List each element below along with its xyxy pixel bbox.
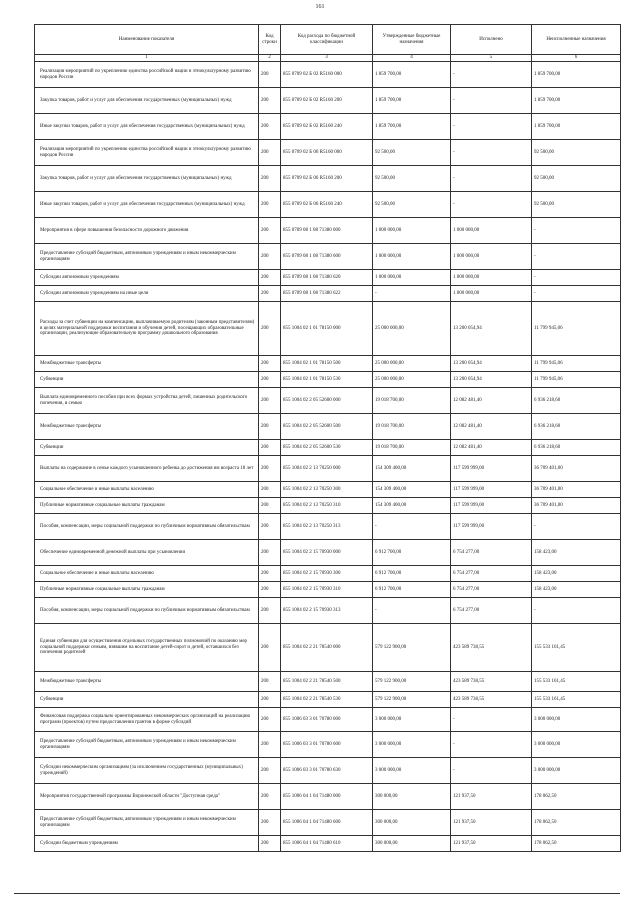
approved-amount-cell: 25 000 000,00 <box>373 302 451 356</box>
column-number: 3 <box>281 55 373 62</box>
budget-code-cell: 855 0709 02 Б 02 R5160 240 <box>281 114 373 140</box>
budget-code-cell: 855 0709 02 Б 06 R5160 240 <box>281 192 373 218</box>
unexecuted-amount-cell: 6 936 218,60 <box>532 440 621 456</box>
unexecuted-amount-cell: - <box>532 514 621 540</box>
budget-code-cell: 855 1004 02 1 01 78150 530 <box>281 372 373 388</box>
line-code-cell: 200 <box>259 582 281 598</box>
column-number: 6 <box>532 55 621 62</box>
budget-code-cell: 855 1004 02 2 13 70250 000 <box>281 456 373 482</box>
approved-amount-cell: 154 309 400,00 <box>373 482 451 498</box>
table-row <box>35 692 621 708</box>
line-code-cell: 200 <box>259 498 281 514</box>
line-code-cell: 200 <box>259 672 281 692</box>
unexecuted-amount-cell: - <box>532 286 621 302</box>
unexecuted-amount-cell: - <box>532 244 621 270</box>
indicator-name-cell: Субсидии автономным учреждениям <box>35 270 259 286</box>
table-row <box>35 836 621 852</box>
executed-amount-cell: 121 937,50 <box>451 836 532 852</box>
executed-amount-cell: - <box>451 114 532 140</box>
indicator-name-cell: Межбюджетные трансферты <box>35 414 259 440</box>
approved-amount-cell: 154 309 400,00 <box>373 456 451 482</box>
table-row <box>35 218 621 244</box>
approved-amount-cell: 92 500,00 <box>373 166 451 192</box>
approved-amount-cell: 3 000 000,00 <box>373 732 451 758</box>
approved-amount-cell: 579 122 900,00 <box>373 624 451 672</box>
approved-amount-cell: 1 000 000,00 <box>373 218 451 244</box>
budget-code-cell: 855 1004 02 2 15 70930 310 <box>281 582 373 598</box>
executed-amount-cell: 423 589 738,55 <box>451 672 532 692</box>
executed-amount-cell: - <box>451 140 532 166</box>
indicator-name-cell: Пособия, компенсации, меры социальной поддержки по публичным нормативным обязательствам <box>35 598 259 624</box>
executed-amount-cell: 12 082 481,40 <box>451 414 532 440</box>
budget-code-cell: 855 1004 02 2 15 70930 313 <box>281 598 373 624</box>
executed-amount-cell: - <box>451 192 532 218</box>
executed-amount-cell: 13 200 054,94 <box>451 302 532 356</box>
indicator-name-cell: Субсидии автономным учреждениям на иные цели <box>35 286 259 302</box>
executed-amount-cell: 13 200 054,94 <box>451 356 532 372</box>
unexecuted-amount-cell: 3 000 000,00 <box>532 758 621 784</box>
approved-amount-cell: 19 018 700,00 <box>373 440 451 456</box>
unexecuted-amount-cell: 92 500,00 <box>532 140 621 166</box>
unexecuted-amount-cell: - <box>532 218 621 244</box>
budget-code-cell: 855 1004 02 2 05 52600 000 <box>281 388 373 414</box>
indicator-name-cell: Мероприятия государственной программы Воронежской области "Доступная среда" <box>35 784 259 810</box>
executed-amount-cell: 1 000 000,00 <box>451 286 532 302</box>
unexecuted-amount-cell: 11 799 945,06 <box>532 356 621 372</box>
executed-amount-cell: 1 000 000,00 <box>451 270 532 286</box>
unexecuted-amount-cell: 3 000 000,00 <box>532 732 621 758</box>
executed-amount-cell: 6 754 277,00 <box>451 582 532 598</box>
unexecuted-amount-cell: 6 936 218,60 <box>532 388 621 414</box>
line-code-cell: 200 <box>259 244 281 270</box>
column-number-row <box>35 55 621 62</box>
indicator-name-cell: Мероприятия в сфере повышения безопасности дорожного движения <box>35 218 259 244</box>
table-row <box>35 414 621 440</box>
column-number: 4 <box>373 55 451 62</box>
budget-code-cell: 855 0709 02 Б 02 R5160 000 <box>281 62 373 88</box>
indicator-name-cell: Реализация мероприятий по укреплению единства российской нации и этнокультурному развитию народов России <box>35 140 259 166</box>
unexecuted-amount-cell: 155 533 161,45 <box>532 692 621 708</box>
approved-amount-cell: 1 000 000,00 <box>373 270 451 286</box>
executed-amount-cell: 117 599 999,00 <box>451 514 532 540</box>
executed-amount-cell: 6 754 277,00 <box>451 598 532 624</box>
approved-amount-cell: 579 122 900,00 <box>373 672 451 692</box>
unexecuted-amount-cell: 178 062,50 <box>532 836 621 852</box>
page-number: 161 <box>315 4 325 10</box>
unexecuted-amount-cell: 155 533 161,45 <box>532 672 621 692</box>
approved-amount-cell: 25 000 000,00 <box>373 356 451 372</box>
executed-amount-cell: 117 599 999,00 <box>451 498 532 514</box>
executed-amount-cell: 423 589 738,55 <box>451 692 532 708</box>
line-code-cell: 200 <box>259 836 281 852</box>
executed-amount-cell: 12 082 481,40 <box>451 388 532 414</box>
unexecuted-amount-cell: 3 000 000,00 <box>532 708 621 732</box>
approved-amount-cell: 92 500,00 <box>373 192 451 218</box>
line-code-cell: 200 <box>259 302 281 356</box>
executed-amount-cell: - <box>451 62 532 88</box>
bottom-rule <box>14 893 620 894</box>
indicator-name-cell: Субвенции <box>35 372 259 388</box>
approved-amount-cell: 154 309 400,00 <box>373 498 451 514</box>
indicator-name-cell: Предоставление субсидий бюджетным, автономным учреждениям и иным некоммерческим организациям <box>35 244 259 270</box>
line-code-cell: 200 <box>259 810 281 836</box>
unexecuted-amount-cell: 92 500,00 <box>532 192 621 218</box>
header-budget-code: Код расхода по бюджетной классификации <box>281 25 373 55</box>
unexecuted-amount-cell: 11 799 945,06 <box>532 372 621 388</box>
table-row <box>35 244 621 270</box>
budget-code-cell: 855 0709 02 Б 06 R5160 000 <box>281 140 373 166</box>
indicator-name-cell: Выплата единовременного пособия при всех формах устройства детей, лишенных родительского попечения, в семью <box>35 388 259 414</box>
table-row <box>35 88 621 114</box>
budget-execution-table <box>34 24 621 852</box>
executed-amount-cell: - <box>451 166 532 192</box>
table-row <box>35 784 621 810</box>
executed-amount-cell: 1 000 000,00 <box>451 244 532 270</box>
unexecuted-amount-cell: 178 062,50 <box>532 784 621 810</box>
line-code-cell: 200 <box>259 270 281 286</box>
table-row <box>35 270 621 286</box>
line-code-cell: 200 <box>259 482 281 498</box>
executed-amount-cell: 117 599 999,00 <box>451 456 532 482</box>
approved-amount-cell: 1 000 000,00 <box>373 244 451 270</box>
unexecuted-amount-cell: 1 859 700,00 <box>532 114 621 140</box>
budget-code-cell: 855 0709 08 1 08 71380 620 <box>281 270 373 286</box>
table-row <box>35 302 621 356</box>
line-code-cell: 200 <box>259 372 281 388</box>
line-code-cell: 200 <box>259 192 281 218</box>
budget-code-cell: 855 1004 02 2 13 70250 300 <box>281 482 373 498</box>
unexecuted-amount-cell: 158 423,00 <box>532 540 621 566</box>
approved-amount-cell: 1 859 700,00 <box>373 62 451 88</box>
line-code-cell: 200 <box>259 566 281 582</box>
unexecuted-amount-cell: 1 859 700,00 <box>532 88 621 114</box>
executed-amount-cell: 12 082 481,40 <box>451 440 532 456</box>
table-row <box>35 456 621 482</box>
executed-amount-cell: 6 754 277,00 <box>451 566 532 582</box>
executed-amount-cell: - <box>451 88 532 114</box>
line-code-cell: 200 <box>259 784 281 810</box>
budget-code-cell: 855 1004 02 1 01 78150 000 <box>281 302 373 356</box>
line-code-cell: 200 <box>259 356 281 372</box>
budget-code-cell: 855 1006 04 1 04 71480 000 <box>281 784 373 810</box>
budget-code-cell: 855 0709 08 1 08 71380 622 <box>281 286 373 302</box>
indicator-name-cell: Выплаты на содержание в семье каждого усыновленного ребенка до достижения им возраста 18 лет <box>35 456 259 482</box>
approved-amount-cell: 6 912 700,00 <box>373 566 451 582</box>
executed-amount-cell: - <box>451 758 532 784</box>
line-code-cell: 200 <box>259 758 281 784</box>
table-row <box>35 372 621 388</box>
indicator-name-cell: Субсидии некоммерческим организациям (за исключением государственных (муниципальных) учреждений) <box>35 758 259 784</box>
table-row <box>35 388 621 414</box>
line-code-cell: 200 <box>259 708 281 732</box>
line-code-cell: 200 <box>259 88 281 114</box>
budget-code-cell: 855 1004 02 2 13 70250 313 <box>281 514 373 540</box>
budget-code-cell: 855 0709 08 1 08 71380 600 <box>281 244 373 270</box>
indicator-name-cell: Финансовая поддержка социально ориентированных некоммерческих организаций на реализацию программ (проектов) путем предоставления грантов в форме субсидий <box>35 708 259 732</box>
approved-amount-cell: 300 000,00 <box>373 810 451 836</box>
table-row <box>35 192 621 218</box>
table-row <box>35 732 621 758</box>
budget-code-cell: 855 1004 02 2 21 78540 000 <box>281 624 373 672</box>
indicator-name-cell: Закупка товаров, работ и услуг для обеспечения государственных (муниципальных) нужд <box>35 88 259 114</box>
line-code-cell: 200 <box>259 114 281 140</box>
table-row <box>35 624 621 672</box>
approved-amount-cell: 25 000 000,00 <box>373 372 451 388</box>
line-code-cell: 200 <box>259 218 281 244</box>
unexecuted-amount-cell: 6 936 218,60 <box>532 414 621 440</box>
indicator-name-cell: Предоставление субсидий бюджетным, автономным учреждениям и иным некоммерческим организациям <box>35 810 259 836</box>
approved-amount-cell: 1 859 700,00 <box>373 114 451 140</box>
table-row <box>35 582 621 598</box>
budget-code-cell: 855 1004 02 1 01 78150 500 <box>281 356 373 372</box>
approved-amount-cell: 300 000,00 <box>373 836 451 852</box>
table-row <box>35 62 621 88</box>
approved-amount-cell: 19 018 700,00 <box>373 414 451 440</box>
line-code-cell: 200 <box>259 414 281 440</box>
line-code-cell: 200 <box>259 166 281 192</box>
executed-amount-cell: - <box>451 732 532 758</box>
table-row <box>35 166 621 192</box>
indicator-name-cell: Реализация мероприятий по укреплению единства российской нации и этнокультурному развитию народов России <box>35 62 259 88</box>
budget-code-cell: 855 1006 04 1 04 71480 610 <box>281 836 373 852</box>
approved-amount-cell: 6 912 700,00 <box>373 540 451 566</box>
unexecuted-amount-cell: 155 533 161,45 <box>532 624 621 672</box>
line-code-cell: 200 <box>259 456 281 482</box>
column-number: 2 <box>259 55 281 62</box>
approved-amount-cell: - <box>373 598 451 624</box>
header-indicator-name: Наименование показателя <box>35 25 259 55</box>
table-row <box>35 566 621 582</box>
indicator-name-cell: Публичные нормативные социальные выплаты гражданам <box>35 498 259 514</box>
budget-code-cell: 855 1006 04 1 04 71480 600 <box>281 810 373 836</box>
approved-amount-cell: 3 000 000,00 <box>373 708 451 732</box>
unexecuted-amount-cell: 158 423,00 <box>532 566 621 582</box>
line-code-cell: 200 <box>259 62 281 88</box>
unexecuted-amount-cell: 1 859 700,00 <box>532 62 621 88</box>
indicator-name-cell: Обеспечение единовременной денежной выплаты при усыновлении <box>35 540 259 566</box>
indicator-name-cell: Межбюджетные трансферты <box>35 356 259 372</box>
line-code-cell: 200 <box>259 732 281 758</box>
budget-code-cell: 855 1004 02 2 05 52600 530 <box>281 440 373 456</box>
table-row <box>35 708 621 732</box>
table-row <box>35 114 621 140</box>
table-row <box>35 482 621 498</box>
indicator-name-cell: Субвенции <box>35 692 259 708</box>
unexecuted-amount-cell: 36 709 401,00 <box>532 456 621 482</box>
table-row <box>35 140 621 166</box>
line-code-cell: 200 <box>259 624 281 672</box>
approved-amount-cell: 1 859 700,00 <box>373 88 451 114</box>
table-row <box>35 286 621 302</box>
approved-amount-cell: - <box>373 286 451 302</box>
budget-code-cell: 855 1004 02 2 05 52600 500 <box>281 414 373 440</box>
budget-code-cell: 855 1004 02 2 15 70930 000 <box>281 540 373 566</box>
header-unexecuted: Неисполненные назначения <box>532 25 621 55</box>
indicator-name-cell: Единая субвенция для осуществления отдельных государственных полномочий по оказанию мер социальной поддержки семьям, взявшим на воспитание детей-сирот и детей, оставшихся без попечения родителей <box>35 624 259 672</box>
budget-code-cell: 855 1004 02 2 13 70250 310 <box>281 498 373 514</box>
approved-amount-cell: 19 018 700,00 <box>373 388 451 414</box>
approved-amount-cell: 579 122 900,00 <box>373 692 451 708</box>
table-row <box>35 540 621 566</box>
executed-amount-cell: 121 937,50 <box>451 810 532 836</box>
indicator-name-cell: Иные закупки товаров, работ и услуг для обеспечения государственных (муниципальных) нужд <box>35 114 259 140</box>
indicator-name-cell: Предоставление субсидий бюджетным, автономным учреждениям и иным некоммерческим организациям <box>35 732 259 758</box>
indicator-name-cell: Закупка товаров, работ и услуг для обеспечения государственных (муниципальных) нужд <box>35 166 259 192</box>
budget-code-cell: 855 0709 02 Б 06 R5160 200 <box>281 166 373 192</box>
header-line-code: Код строки <box>259 25 281 55</box>
unexecuted-amount-cell: 36 709 401,00 <box>532 498 621 514</box>
indicator-name-cell: Пособия, компенсации, меры социальной поддержки по публичным нормативным обязательствам <box>35 514 259 540</box>
unexecuted-amount-cell: 158 423,00 <box>532 582 621 598</box>
indicator-name-cell: Социальное обеспечение и иные выплаты населению <box>35 566 259 582</box>
table-row <box>35 810 621 836</box>
header-executed: Исполнено <box>451 25 532 55</box>
table-row <box>35 672 621 692</box>
executed-amount-cell: 117 599 999,00 <box>451 482 532 498</box>
header-approved: Утвержденные бюджетные назначения <box>373 25 451 55</box>
line-code-cell: 200 <box>259 692 281 708</box>
budget-code-cell: 855 0709 08 1 08 71380 000 <box>281 218 373 244</box>
line-code-cell: 200 <box>259 514 281 540</box>
table-row <box>35 356 621 372</box>
budget-code-cell: 855 0709 02 Б 02 R5160 200 <box>281 88 373 114</box>
table-body <box>35 62 621 852</box>
indicator-name-cell: Субсидии бюджетным учреждениям <box>35 836 259 852</box>
unexecuted-amount-cell: - <box>532 270 621 286</box>
approved-amount-cell: 300 000,00 <box>373 784 451 810</box>
budget-code-cell: 855 1004 02 2 15 70930 300 <box>281 566 373 582</box>
budget-code-cell: 855 1006 03 3 01 70780 630 <box>281 758 373 784</box>
line-code-cell: 200 <box>259 540 281 566</box>
indicator-name-cell: Иные закупки товаров, работ и услуг для обеспечения государственных (муниципальных) нужд <box>35 192 259 218</box>
approved-amount-cell: 92 500,00 <box>373 140 451 166</box>
line-code-cell: 200 <box>259 140 281 166</box>
unexecuted-amount-cell: 11 799 945,06 <box>532 302 621 356</box>
budget-code-cell: 855 1006 03 3 01 70780 600 <box>281 732 373 758</box>
unexecuted-amount-cell: 36 709 401,00 <box>532 482 621 498</box>
budget-code-cell: 855 1004 02 2 21 78540 500 <box>281 672 373 692</box>
indicator-name-cell: Расходы за счет субвенции на компенсацию, выплачиваемую родителям (законным представителям) в целях материальной поддержки воспитания и обучения детей, посещающих образовательные организации, реализующие образовательную программу дошкольного образования <box>35 302 259 356</box>
table-row <box>35 498 621 514</box>
indicator-name-cell: Социальное обеспечение и иные выплаты населению <box>35 482 259 498</box>
budget-code-cell: 855 1006 03 3 01 70780 000 <box>281 708 373 732</box>
column-number: 5 <box>451 55 532 62</box>
executed-amount-cell: 6 754 277,00 <box>451 540 532 566</box>
line-code-cell: 200 <box>259 286 281 302</box>
table-row <box>35 514 621 540</box>
table-row <box>35 598 621 624</box>
unexecuted-amount-cell: 92 500,00 <box>532 166 621 192</box>
line-code-cell: 200 <box>259 598 281 624</box>
indicator-name-cell: Субвенции <box>35 440 259 456</box>
unexecuted-amount-cell: - <box>532 598 621 624</box>
budget-code-cell: 855 1004 02 2 21 78540 530 <box>281 692 373 708</box>
approved-amount-cell: 3 000 000,00 <box>373 758 451 784</box>
executed-amount-cell: 121 937,50 <box>451 784 532 810</box>
approved-amount-cell: - <box>373 514 451 540</box>
indicator-name-cell: Публичные нормативные социальные выплаты гражданам <box>35 582 259 598</box>
line-code-cell: 200 <box>259 440 281 456</box>
table-row <box>35 440 621 456</box>
executed-amount-cell: - <box>451 708 532 732</box>
indicator-name-cell: Межбюджетные трансферты <box>35 672 259 692</box>
column-number: 1 <box>35 55 259 62</box>
unexecuted-amount-cell: 178 062,50 <box>532 810 621 836</box>
executed-amount-cell: 13 200 054,94 <box>451 372 532 388</box>
approved-amount-cell: 6 912 700,00 <box>373 582 451 598</box>
executed-amount-cell: 1 000 000,00 <box>451 218 532 244</box>
table-header-row <box>35 25 621 55</box>
table-row <box>35 758 621 784</box>
line-code-cell: 200 <box>259 388 281 414</box>
executed-amount-cell: 423 589 738,55 <box>451 624 532 672</box>
